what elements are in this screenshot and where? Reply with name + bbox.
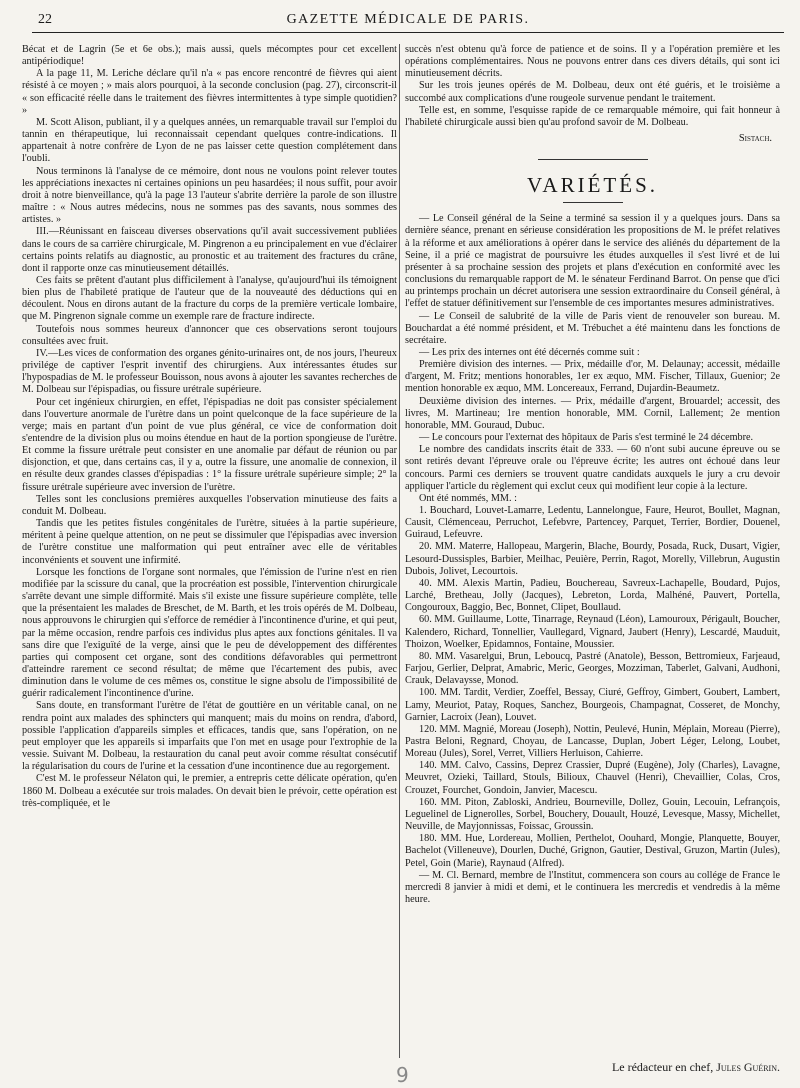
news-item: — Le concours pour l'externat des hôpitaux de Paris s'est terminé le 24 décembre. — [419, 432, 754, 444]
editor-label: Le rédacteur en chef, — [611, 1060, 714, 1074]
article-paragraph: Toutefois nous sommes heureux d'annoncer que ces observations seront toujours consultées avec fruit. — [22, 323, 397, 347]
news-item: 1. Bouchard, Louvet-Lamarre, Ledentu, Lannelongue, Faure, Heurot, Boullet, Magnan, Causit, Clémenceau, Perruchot, Lefebvre, Partencey, Parquet, Terrier, Bordier, Douenel, Guiraud, Lefeuvre. — [405, 505, 780, 541]
varietes-section — [405, 213, 780, 906]
article-paragraph: M. Scott Alison, publiant, il y a quelques années, un remarquable travail sur l'emploi du tannin en thérapeutique, lui reconnaissait cependant quelques contre-indications. Il appartenait à notre confrère de Lyon de ne pas laisser cette question complétement dans l'oubli. — [22, 116, 397, 165]
article-paragraph: Telles sont les conclusions premières auxquelles l'observation minutieuse des faits a conduit M. Dolbeau. — [22, 493, 397, 517]
review-signature: Sistach. — [738, 133, 772, 145]
article-paragraph: Bécat et de Lagrin (5e et 6e obs.); mais aussi, quels mécomptes pour cet excellent antipériodique! — [22, 44, 397, 68]
news-item: Ont été nommés, MM. : — [419, 492, 517, 504]
column-divider — [399, 44, 400, 1058]
news-item: 40. MM. Alexis Martin, Padieu, Bouchereau, Savreux-Lachapelle, Boudard, Pujos, Larché, Bretheau, Jolly (Jacques), Lebreton, Lorda, Malhéné, Pauvert, Portella, Congouroux, Baggio, Bec, Bonnet, Clipet, Boullaud. — [405, 577, 780, 614]
news-item: 160. MM. Piton, Zabloski, Andrieu, Bourneville, Dollez, Gouin, Lecouin, Lefrançois, Leguelinel de Lignerolles, Sorbel, Bouchery, Douault, Houzé, Levesque, Massy, Michellet, Neuville, de Mayjonnissas, Foissac, Groussin. — [405, 796, 780, 833]
news-item: — M. Cl. Bernard, membre de l'Institut, commencera son cours au collége de France le mercredi 8 janvier à midi et demi, et le continuera les mercredis et vendredis à la même heure. — [405, 869, 780, 905]
article-paragraph: succès n'est obtenu qu'à force de patience et de soins. Il y a l'opération première et les opérations complémentaires. Nous ne pouvons entrer dans ces divers détails, qui sont ici minutieusement décrits. — [405, 44, 780, 80]
section-divider — [538, 159, 648, 160]
pencil-mark: 9 — [396, 1063, 409, 1087]
journal-title: GAZETTE MÉDICALE DE PARIS. — [286, 12, 530, 27]
title-underline — [563, 202, 623, 203]
article-paragraph: Ces faits se prêtent d'autant plus difficilement à l'analyse, qu'aujourd'hui ils témoignent bien plus de l'habileté pratique de l'auteur que de la nouveauté des déductions qui en découlent. Nous en dirons autant de la fracture du corps de la première verticale lombaire, que M. Pingrenon signale comme un exemple rare de fracture indirecte. — [22, 274, 397, 323]
news-item: — Le Conseil de salubrité de la ville de Paris vient de renouveler son bureau. M. Bouchardat a été nommé président, et M. Trébuchet a été maintenu dans les fonctions de secrétaire. — [405, 310, 780, 346]
article-paragraph: C'est M. le professeur Nélaton qui, le premier, a entrepris cette délicate opération, qu'en 1860 M. Dolbeau a exécutée sur trois malades. On devait bien le prévoir, cette opération est très-compliquée, et le — [22, 773, 397, 809]
news-item: 180. MM. Hue, Lordereau, Mollien, Perthelot, Oouhard, Mongie, Planquette, Bouyer, Bachelot (Villeneuve), Dourlen, Duché, Grignon, Gautier, Destival, Gruzon, Martin (Jules), Petel, Goin (Marie), Raynaud (Alfred). — [405, 833, 780, 869]
article-paragraph: A la page 11, M. Leriche déclare qu'il n'a « pas encore rencontré de fièvres qui aient résisté à ce moyen ; » mais alors pourquoi, à la seconde conclusion (pag. 27), circonscrit-il « son efficacité réelle dans le traitement des fièvres intermittentes à type simple quotidien? » — [22, 68, 397, 116]
article-paragraph: Sur les trois jeunes opérés de M. Dolbeau, deux ont été guéris, et le troisième a succombé aux complications d'une rougeole survenue pendant le traitement. — [405, 80, 780, 104]
article-paragraph: Sans doute, en transformant l'urètre de l'état de gouttière en un véritable canal, on ne rendra point aux malades des sphincters qui manquent; mais du moins on rendra, d'abord, possible l'application d'appareils simples et efficaces, tandis que, sans l'opération, on ne peut employer que les appareils si imparfaits que l'on met en usage pour l'extrophie de la vessie. Suivant M. Dolbeau, la restauration du canal peut avoir comme résultat consécutif la régularisation du cours de l'urine et la cessation d'une incontinence due au regorgement. — [22, 700, 397, 773]
news-item: 140. MM. Calvo, Cassins, Deprez Crassier, Dupré (Eugène), Joly (Charles), Lavagne, Meuvret, Ozieki, Taillard, Stouls, Bilioux, Chauvel (Henri), Chevaillier, Colas, Cros, Crouzet, Fourchet, Gondoin, Janvier, Macescu. — [405, 760, 780, 796]
news-item: Deuxième division des internes. — Prix, médaille d'argent, Brouardel; accessit, des livres, M. Martineau; 1re mention honorable, MM. Cornil, Lallement; 2e mention honorable, MM. Gouraud, Dubuc. — [405, 395, 780, 431]
news-item: — Le Conseil général de la Seine a terminé sa session il y a quelques jours. Dans sa dernière séance, prenant en sérieuse considération les propositions de M. le préfet relatives à la réforme et aux améliorations à opérer dans le service des aliénés du département de la Seine, il a prié ce magistrat de poursuivre les études auxquelles il s'est livré et de lui présenter à sa prochaine session des projets et plans d'exécution en conformité avec les conclusions du remarquable rapport de M. le sénateur Ferdinand Barrot. On pense que d'ici au printemps prochain un décret autorisera une session extraordinaire du Conseil général, à l'effet de statuer définitivement sur l'ensemble de ces importantes mesures administratives. — [405, 213, 780, 310]
page-number: 22 — [38, 12, 52, 27]
news-item: 120. MM. Magnié, Moreau (Joseph), Nottin, Peulevé, Hunin, Méplain, Moreau (Pierre), Pastra Beloni, Regnard, Choyau, de Lancasse, Duplan, Jobert Léger, Lelong, Loubet, Moreau (Jules), Sorel, Verret, Villiers Herluison, Cahierre. — [405, 723, 780, 760]
news-item: 100. MM. Tardit, Verdier, Zoeffel, Bessay, Ciuré, Geffroy, Gimbert, Goubert, Lambert, Lamy, Meuriot, Patay, Roques, Sanchez, Bourgeois, Champagnat, Cosseret, de Monchy, Garnier, Lacroix (Jean), Louvet. — [405, 687, 780, 723]
news-item: Le nombre des candidats inscrits était de 333. — 60 n'ont subi aucune épreuve ou se sont retirés devant l'épreuve orale ou l'épreuve écrite; les autres ont échoué dans leur concours. Parmi ces derniers se trouvent quatre candidats auxquels le jury a cru devoir appliquer l'article du règlement qui exclut ceux qui modifient leur copie à la lecture. — [405, 444, 780, 492]
article-paragraph: III.—Réunissant en faisceau diverses observations qu'il avait successivement publiées dans le cours de sa carrière chirurgicale, M. Pingrenon a eu principalement en vue d'éclairer certains points relatifs au diagnostic, au pronostic et au traitement des fractures du crâne, dont il rapporte onze cas minutieusement détaillés. — [22, 226, 397, 274]
article-paragraph: Telle est, en somme, l'esquisse rapide de ce remarquable mémoire, qui fait honneur à l'habileté chirurgicale aussi bien qu'au profond savoir de M. Dolbeau. — [405, 104, 780, 128]
right-column — [405, 44, 780, 1058]
news-item: 60. MM. Guillaume, Lotte, Tinarrage, Reynaud (Léon), Lamouroux, Périgault, Boucher, Kalendero, Richard, Tonnellier, Vaullegard, Vignard, Jaubert (Henry), Lescardé, Mauduit, Thoizon, Woelker, Epidamnos, Fontaine, Moussier. — [405, 614, 780, 650]
article-paragraph: Tandis que les petites fistules congénitales de l'urètre, situées à la partie supérieure, méritent à peine quelque attention, on ne peut se dissimuler que l'épispadias avec inversion de l'urètre constitue une malformation qui peut entraîner avec elle de véritables inconvénients et souvent une infirmité. — [22, 518, 397, 566]
news-item: — Les prix des internes ont été décernés comme suit : — [419, 346, 640, 358]
news-item: Première division des internes. — Prix, médaille d'or, M. Delaunay; accessit, médaille d'argent, M. Fritz; mentions honorables, 1er ex æquo, MM. Fischer, Tillaux, Guenior; 2e mention honorable ex æquo, MM. Loncereaux, Ferrand, Dujardin-Beaumetz. — [405, 359, 780, 395]
page-header — [32, 10, 784, 33]
article-paragraph: IV.—Les vices de conformation des organes génito-urinaires ont, de nos jours, l'heureux privilége de captiver l'esprit inventif des chirurgiens. Aux intéressantes études sur l'hypospadias de M. le professeur Bouisson, nous avons à ajouter les savantes recherches de M. Dolbeau sur l'épispadias, ou fissure urétrale supérieure. — [22, 347, 397, 396]
article-paragraph: Pour cet ingénieux chirurgien, en effet, l'épispadias ne doit pas consister spécialement dans l'ouverture anormale de l'urètre dans un point quelconque de la face supérieure de la verge; mais en partant d'un point de vue plus général, ce vice de conformation doit s'entendre de la division plus ou moins étendue en haut de la portion spongieuse de l'urètre. Et comme la fissure urétrale peut consister en une anomalie par défaut de réunion ou par disjonction, et que, dans certains cas, il y a, outre la fissure, une anomalie de connexion, il en résulte deux grandes classes d'épispadias : 1° la fissure urétrale supérieure simple; 2° la fissure urétrale supérieure avec inversion de l'urètre. — [22, 396, 397, 493]
section-title-varietes: VARIÉTÉS. — [526, 173, 659, 198]
article-paragraph: Lorsque les fonctions de l'organe sont normales, que l'émission de l'urine n'est en rien modifiée par la scissure du canal, que la procréation est possible, l'intervention chirurgicale s'arrête devant une simple difformité. Mais s'il existe une fissure supérieure complète, telle que la présentaient les malades de Breschet, de M. Barth, et les trois opérés de M. Dolbeau, nous approuvons le chirurgien qui s'efforce de remédier à l'incontinence d'urine, et qui peut, par la même occasion, rendre parfois ces individus plus aptes aux fonctions génitales. Il va sans dire que l'exiguïté de la verge, ainsi que le peu de développement des différentes parties qui composent cet organe, sont des conditions défavorables qui permettront d'atteindre rarement ce second résultat; de même que l'écartement des pubis, avec diminution dans le volume de ces mêmes os, constitue le signe absolu de l'impossibilité de guérir radicalement l'incontinence d'urine. — [22, 566, 397, 700]
review-conclusion — [405, 44, 780, 129]
news-item: 80. MM. Vasarelgui, Brun, Leboucq, Pastré (Anatole), Besson, Bettromieux, Farjeaud, Farjou, Gerlier, Delprat, Amabric, Meric, Georges, Mozziman, Taberlet, Galvani, Audhoni, Crauk, Delavaysse, Monod. — [405, 650, 780, 687]
left-column — [22, 44, 397, 1058]
news-item: 20. MM. Materre, Hallopeau, Margerin, Blache, Bourdy, Posada, Ruck, Dusart, Vigier, Lesourd-Dussisples, Barbier, Meilhac, Peuière, Perrin, Ragot, Morelly, Villebrun, Augustin Dubois, Jolivet, Lecourtois. — [405, 541, 780, 577]
editor-name: Jules Guérin. — [716, 1060, 780, 1074]
article-paragraph: Nous terminons là l'analyse de ce mémoire, dont nous ne voulons point relever toutes les appréciations inexactes ni certaines opinions un peu hasardées; il nous suffit, pour avoir droit à notre bienveillance, qu'à la page 13 l'auteur s'abrite derrière la parole de son illustre maître : « Nous autres médecins, nous ne sommes pas des savants, nous sommes des artistes. » — [22, 165, 397, 226]
editor-signature — [405, 1060, 780, 1075]
